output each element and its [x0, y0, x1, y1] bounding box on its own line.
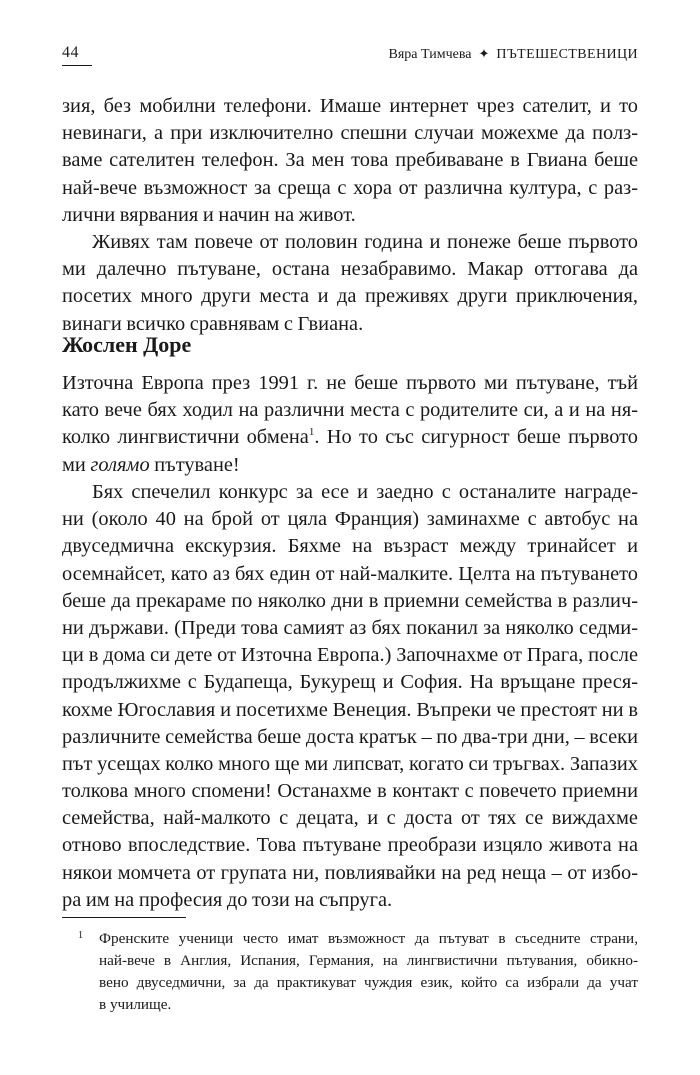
footnote-line: вено двуседмични, за да практикуват чуждия език, който са избрали да учат [99, 974, 638, 991]
text-line: лични вярвания и начин на живот. [62, 203, 356, 226]
intro-paragraph [62, 93, 638, 229]
text-line: Източна Европа през 1991 г. не беше първото ми пътуване, тъй [62, 372, 638, 394]
section-second-paragraph [62, 479, 638, 914]
text-line: беше да прекараме по няколко дни в приемни семейства в различ- [62, 589, 638, 612]
text-line: винаги всичко сравнявам с Гвиана. [62, 312, 364, 335]
text-fragment: колко лингвистични обмена [62, 426, 309, 449]
text-line: ваме сателитен телефон. За мен това пребиваване в Гвиана беше [62, 149, 638, 172]
text-line: Бях спечелил конкурс за есе и заедно с останалите награде- [92, 481, 638, 503]
text-line: път усещах колко много ще ми липсват, когато си тръгвах. Запазих [62, 752, 638, 775]
running-head-author: Вяра Тимчева [388, 47, 472, 62]
footnote-body [99, 928, 638, 1016]
page-number: 44 [62, 44, 79, 61]
text-line: отново впоследствие. Това пътуване преобрази изцяло живота на [62, 834, 638, 857]
footnote-reference: 1 [308, 426, 315, 439]
text-line: кохме Югославия и посетихме Венеция. Въпреки че престоят ни в [62, 698, 638, 721]
text-fragment: ми [62, 453, 91, 476]
text-line: ни държави. (Преди това самият аз бях поканил за няколко седми- [62, 616, 638, 639]
text-line [62, 452, 638, 479]
text-line: двуседмична екскурзия. Бяхме на възраст между тринайсет и [62, 535, 638, 558]
section-heading: Жослен Доре [62, 332, 192, 357]
running-head-book-title: ПЪТЕШЕСТВЕНИЦИ [496, 47, 638, 62]
text-line: посетих много други места и да преживях други приключения, [62, 285, 638, 308]
text-line: ра им на професия до този на съпруга. [62, 888, 393, 911]
text-line: зия, без мобилни телефони. Имаше интернет чрез сателит, и то [62, 95, 638, 117]
footnote-line: най-вече в Англия, Испания, Германия, на лингвистични пътувания, обикно- [99, 952, 638, 969]
emphasized-word: голямо [90, 453, 150, 476]
text-line: ни (около 40 на брой от цяла Франция) заминахме с автобус на [62, 508, 638, 531]
text-line: Живях там повече от половин година и понеже беше първото [92, 231, 638, 253]
page-number-underline [62, 65, 92, 66]
running-head-separator-icon: ✦ [478, 46, 490, 61]
section-first-paragraph [62, 370, 638, 479]
text-line: някои момчета от групата ни, повлиявайки на ред неща – от избо- [62, 861, 638, 884]
footnote-line: в училище. [99, 996, 172, 1013]
text-fragment: . Но то със сигурност беше първото [314, 426, 638, 449]
second-paragraph [62, 229, 638, 338]
text-fragment: пътуване! [149, 453, 240, 476]
text-line: продължихме с Будапеща, Букурещ и София. На връщане преся- [62, 671, 638, 694]
running-head [389, 46, 638, 63]
footnote [62, 928, 638, 1016]
text-line: като вече бях ходил на различни места с родителите си, а и на ня- [62, 399, 638, 422]
footnote-marker: 1 [78, 930, 83, 941]
text-line [62, 424, 638, 451]
footnote-separator [62, 917, 186, 918]
footnote-line: Френските ученици често имат възможност да пътуват в съседните страни, [99, 930, 638, 947]
text-line: невинаги, а при изключително спешни случаи можехме да полз- [62, 122, 638, 145]
text-line: осемнайсет, като аз бях един от най-малките. Целта на пътуването [62, 562, 638, 585]
text-line: семейства, най-малкото с децата, и с доста от тях се виждахме [62, 807, 638, 830]
text-line: различните семейства беше доста кратък – по два-три дни, – всеки [62, 725, 638, 748]
text-line: ци в дома си дете от Източна Европа.) Започнахме от Прага, после [62, 644, 638, 667]
text-line: ми далечно пътуване, остана незабравимо. Макар оттогава да [62, 258, 638, 281]
text-line: толкова много спомени! Останахме в контакт с повечето приемни [62, 780, 638, 803]
text-line: най-вече възможност за среща с хора от различна култура, с раз- [62, 176, 638, 199]
